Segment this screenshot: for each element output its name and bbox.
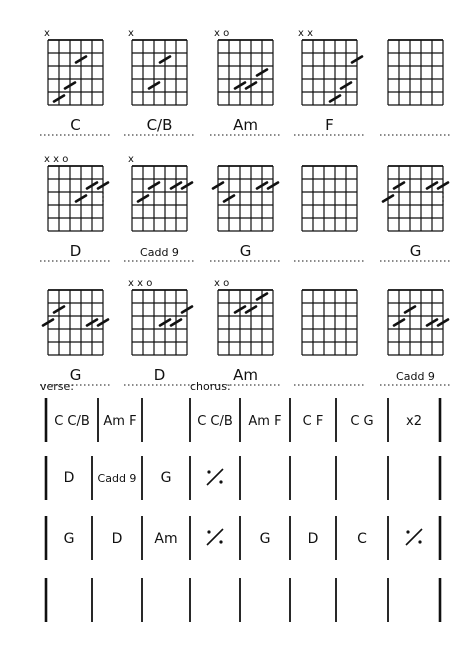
chart-chord: C G bbox=[350, 414, 374, 429]
chord-name: Cadd 9 bbox=[396, 370, 435, 383]
chart-chord: C C/B bbox=[54, 414, 90, 429]
string-markers: x x bbox=[298, 28, 314, 39]
chord-diagram bbox=[210, 166, 281, 261]
chord-name: F bbox=[325, 116, 334, 134]
chord-diagram-grid bbox=[40, 28, 451, 385]
chord-diagram bbox=[124, 154, 195, 261]
chord-diagram bbox=[380, 40, 451, 135]
chart-chord: x2 bbox=[406, 414, 422, 429]
chord-name: D bbox=[153, 366, 166, 384]
string-markers: x bbox=[44, 28, 50, 39]
chart-chord: D bbox=[63, 470, 75, 486]
chord-diagram bbox=[40, 290, 111, 385]
chart-chord: Am F bbox=[248, 414, 282, 429]
chord-name: C/B bbox=[146, 116, 173, 134]
chart-chord: D bbox=[111, 531, 123, 547]
chart-chord: Am F bbox=[103, 414, 137, 429]
repeat-bar-symbol bbox=[406, 529, 422, 545]
chart-chord: G bbox=[160, 470, 172, 486]
chord-name: G bbox=[409, 242, 422, 260]
verse-label: verse: bbox=[40, 380, 75, 393]
chord-diagram bbox=[294, 290, 365, 385]
chart-chord: C F bbox=[302, 414, 324, 429]
chord-diagram bbox=[294, 28, 365, 135]
chart-chord: G bbox=[63, 531, 75, 547]
chart-chord: G bbox=[259, 531, 271, 547]
repeat-bar-symbol bbox=[207, 469, 223, 485]
chord-diagram bbox=[294, 166, 365, 261]
chord-name: Am bbox=[233, 116, 258, 134]
chord-diagram bbox=[40, 28, 111, 135]
chord-name: G bbox=[239, 242, 252, 260]
string-markers: x bbox=[128, 28, 134, 39]
repeat-bar-symbol bbox=[207, 529, 223, 545]
chord-name: D bbox=[69, 242, 82, 260]
chord-diagram bbox=[380, 290, 451, 385]
chart-chord: Cadd 9 bbox=[97, 472, 137, 485]
chart-chord: D bbox=[307, 531, 319, 547]
chart-row bbox=[46, 578, 440, 622]
chart-chord: C C/B bbox=[197, 414, 233, 429]
chord-chart bbox=[40, 380, 440, 622]
string-markers: x x o bbox=[128, 278, 153, 289]
chord-diagram bbox=[40, 154, 111, 261]
chord-diagram bbox=[124, 278, 195, 385]
chorus-label: chorus: bbox=[190, 380, 231, 393]
chord-name: Cadd 9 bbox=[140, 246, 179, 259]
chord-name: C bbox=[70, 116, 81, 134]
string-markers: x o bbox=[214, 278, 230, 289]
string-markers: x bbox=[128, 154, 134, 165]
chart-chord: C bbox=[357, 531, 367, 547]
chord-name: Am bbox=[233, 366, 258, 384]
chord-diagram bbox=[210, 278, 281, 385]
string-markers: x x o bbox=[44, 154, 69, 165]
chord-diagram bbox=[210, 28, 281, 135]
chord-diagram bbox=[124, 28, 195, 135]
chart-row bbox=[46, 516, 440, 560]
chart-chord: Am bbox=[154, 531, 178, 547]
string-markers: x o bbox=[214, 28, 230, 39]
chord-name: G bbox=[69, 366, 82, 384]
chord-diagram bbox=[380, 166, 451, 261]
